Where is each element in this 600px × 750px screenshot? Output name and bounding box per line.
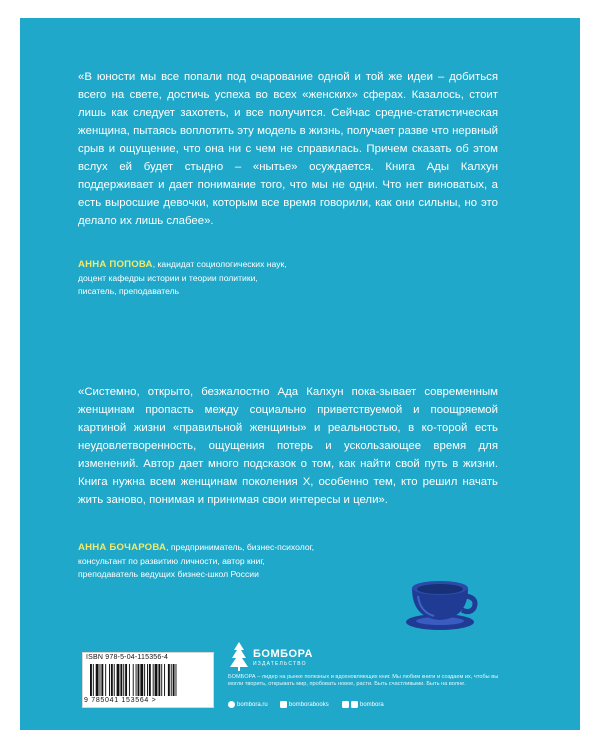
barcode-bar (140, 664, 143, 696)
publisher-subtitle: ИЗДАТЕЛЬСТВО (253, 661, 307, 667)
barcode-bar (114, 664, 115, 696)
bombora-logo-icon (228, 640, 250, 672)
barcode-bar (153, 664, 154, 696)
barcode-bar (96, 664, 99, 696)
author-name: АННА БОЧАРОВА (78, 542, 167, 553)
barcode-bar (144, 664, 145, 696)
author-credentials: , предприниматель, бизнес-психолог, (166, 542, 315, 552)
barcode-bar (105, 664, 106, 696)
author-name: АННА ПОПОВА (78, 259, 153, 270)
isbn-label: ISBN 978-5-04-115356-4 (86, 654, 169, 661)
attribution-popova (78, 258, 408, 299)
barcode-bar (101, 664, 103, 696)
barcode-digits: 9 785041 153564 > (84, 697, 157, 704)
quote-bocharova: «Системно, открыто, безжалостно Ада Калхун пока-зывает современным женщинам пропасть между социально приветствуемой и поощряемой картиной жизни «правильной женщины» и реальностью, в ко-торой есть неудовлетворенность, ощущения потерь и ускользающее время для изменений. Автор дает много подсказок о том, как найти свой путь в жизни. Книга нужна всем женщинам поколения Х, особенно тем, кто решил начать жить заново, понимая и принимая свои интересы и цели». (78, 386, 498, 506)
publisher-name: БОМБОРА (253, 648, 313, 660)
barcode-bar (120, 664, 122, 696)
barcode-bar (90, 664, 92, 696)
quote-popova: «В юности мы все попали под очарование одной и той же идеи – добиться всего на свете, достичь успеха во всех «женских» сферах. Казалось, стоит лишь как следует захотеть, и все получится. Сейчас средне-статистическая женщина, пытаясь воплотить эту модель в жизнь, получает разве что нервный срыв и ощущение, что она ни с чем не справилась. Причем сказать об этом вслух ей будет стыдно – «нытье» осуждается. Книга Ады Калхун поддерживает и дает понимание того, что мы не одни. Что нет виноватых, а есть выросшие девочки, которым все время говорили, как они сильны, но это делало их лишь слабее». (78, 71, 498, 227)
barcode-bar (158, 664, 160, 696)
author-credentials: , кандидат социологических наук, (152, 259, 287, 269)
author-credentials-line2: доцент кафедры истории и теории политики, (78, 272, 258, 283)
barcode-bar (93, 664, 94, 696)
barcode-bar (155, 664, 158, 696)
globe-icon (228, 701, 235, 708)
barcode-bar (171, 664, 172, 696)
barcode-bar (164, 664, 165, 696)
barcode-bar (161, 664, 162, 696)
barcode-bar (149, 664, 151, 696)
barcode-bar (129, 664, 130, 696)
barcode-bar (168, 664, 170, 696)
barcode-bar (147, 664, 148, 696)
instagram-icon (280, 701, 287, 708)
youtube-icon (351, 701, 358, 708)
barcode-bar (136, 664, 137, 696)
barcode-bar (123, 664, 124, 696)
publisher-socials (228, 701, 528, 711)
author-credentials-line3: преподаватель ведущих бизнес-школ России (78, 569, 259, 579)
barcode-bar (133, 664, 134, 696)
barcode-bar (100, 664, 101, 696)
social-instagram[interactable]: bomborabooks (280, 701, 329, 708)
barcode-bar (117, 664, 120, 696)
barcode-bar (176, 664, 177, 696)
author-credentials-line3: писатель, преподаватель (78, 286, 180, 296)
vk-icon (342, 701, 349, 708)
social-vk[interactable]: bombora (342, 701, 384, 708)
barcode-bar (111, 664, 113, 696)
barcode-bar (109, 664, 110, 696)
barcode (90, 664, 208, 698)
attribution-bocharova (78, 541, 408, 582)
barcode-bar (173, 664, 175, 696)
barcode-bar (138, 664, 140, 696)
coffee-cup-icon (400, 566, 480, 636)
author-credentials-line2: консультант по развитию личности, автор книг, (78, 555, 265, 566)
publisher-description: БОМБОРА – лидер на рынке полезных и вдохновляющих книг. Мы любим книги и создаем их, чтобы вы могли творить, открывать мир, пробовать новое, расти. Быть счастливыми. Быть на волне. (228, 674, 499, 687)
social-website[interactable]: bombora.ru (228, 701, 268, 708)
barcode-bar (125, 664, 127, 696)
